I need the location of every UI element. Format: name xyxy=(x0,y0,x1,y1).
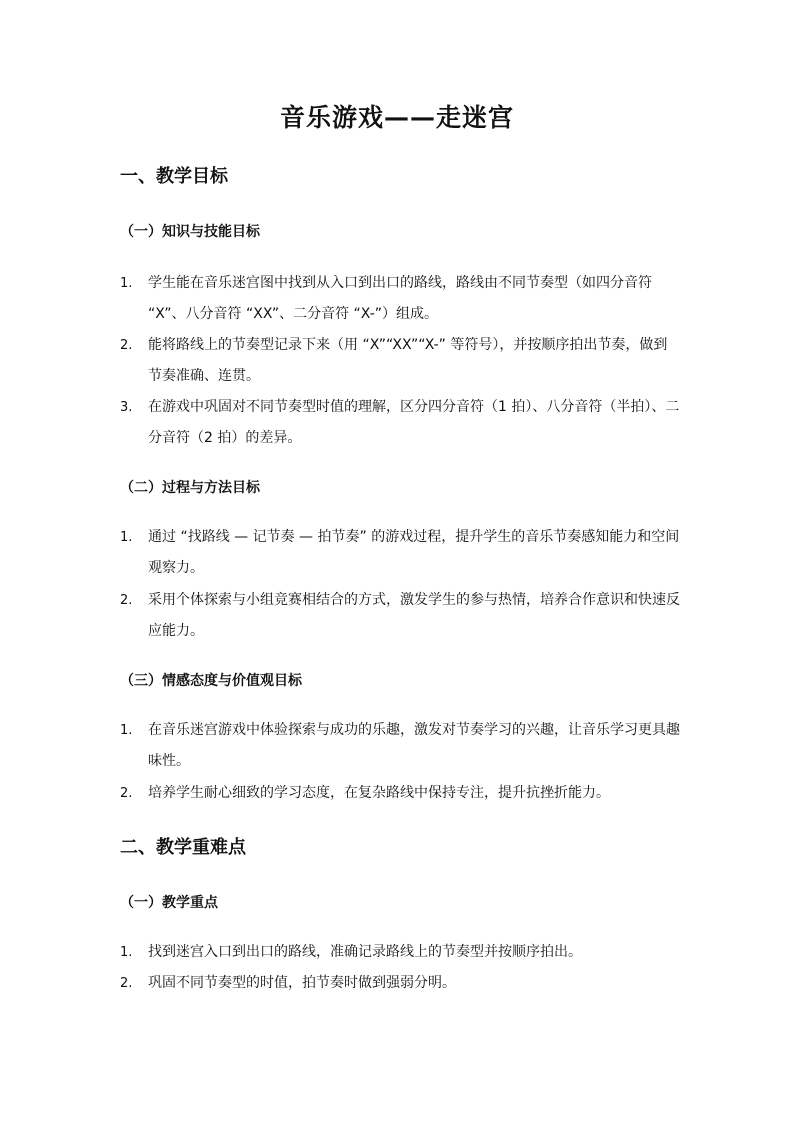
list-item-text: 通过 “找路线 — 记节奏 — 拍节奏” 的游戏过程，提升学生的音乐节奏感知能力和空间观察力。 xyxy=(148,529,680,576)
list-item xyxy=(120,715,680,777)
document-title: 音乐游戏——走迷宫 xyxy=(279,103,514,132)
list-item-text: 在游戏中巩固对不同节奏型时值的理解，区分四分音符（1 拍）、八分音符（半拍）、二分音符（2 拍）的差异。 xyxy=(148,399,680,446)
list-item-number: 1. xyxy=(120,530,133,545)
list-item-text: 能将路线上的节奏型记录下来（用 “X”“XX”“X-” 等符号），并按顺序拍出节奏，做到节奏准确、连贯。 xyxy=(148,337,668,384)
list-item-text: 采用个体探索与小组竞赛相结合的方式，激发学生的参与热情，培养合作意识和快速反应能力。 xyxy=(148,592,680,639)
list-item-text: 在音乐迷宫游戏中体验探索与成功的乐趣，激发对节奏学习的兴趣，让音乐学习更具趣味性。 xyxy=(148,722,680,769)
list-item-number: 2. xyxy=(120,976,133,991)
list-item-number: 1. xyxy=(120,723,133,738)
subsection-heading: （三）情感态度与价值观目标 xyxy=(120,673,302,689)
subsection-heading: （二）过程与方法目标 xyxy=(120,480,260,496)
list-item xyxy=(120,585,680,647)
subsection-heading: （一）知识与技能目标 xyxy=(120,224,260,240)
list-item-number: 1. xyxy=(120,945,133,960)
list-item-number: 2. xyxy=(120,593,133,608)
list-item xyxy=(120,330,680,392)
section-heading: 一、教学目标 xyxy=(120,166,228,187)
list-item xyxy=(120,937,680,968)
list-item-number: 3. xyxy=(120,400,133,415)
section-heading: 二、教学重难点 xyxy=(120,837,246,858)
list-item xyxy=(120,268,680,330)
subsection-heading: （一）教学重点 xyxy=(120,895,218,911)
list-item xyxy=(120,778,680,809)
list-item xyxy=(120,522,680,584)
list-item-text: 学生能在音乐迷宫图中找到从入口到出口的路线，路线由不同节奏型（如四分音符 “X”、八分音符 “XX”、二分音符 “X-”）组成。 xyxy=(148,275,652,322)
list-item-number: 1. xyxy=(120,276,133,291)
list-item xyxy=(120,392,680,454)
list-item-text: 找到迷宫入口到出口的路线，准确记录路线上的节奏型并按顺序拍出。 xyxy=(148,944,582,960)
list-item xyxy=(120,968,680,999)
list-item-number: 2. xyxy=(120,338,133,353)
list-item-number: 2. xyxy=(120,786,133,801)
list-item-text: 巩固不同节奏型的时值，拍节奏时做到强弱分明。 xyxy=(148,975,456,991)
list-item-text: 培养学生耐心细致的学习态度，在复杂路线中保持专注，提升抗挫折能力。 xyxy=(148,785,610,801)
